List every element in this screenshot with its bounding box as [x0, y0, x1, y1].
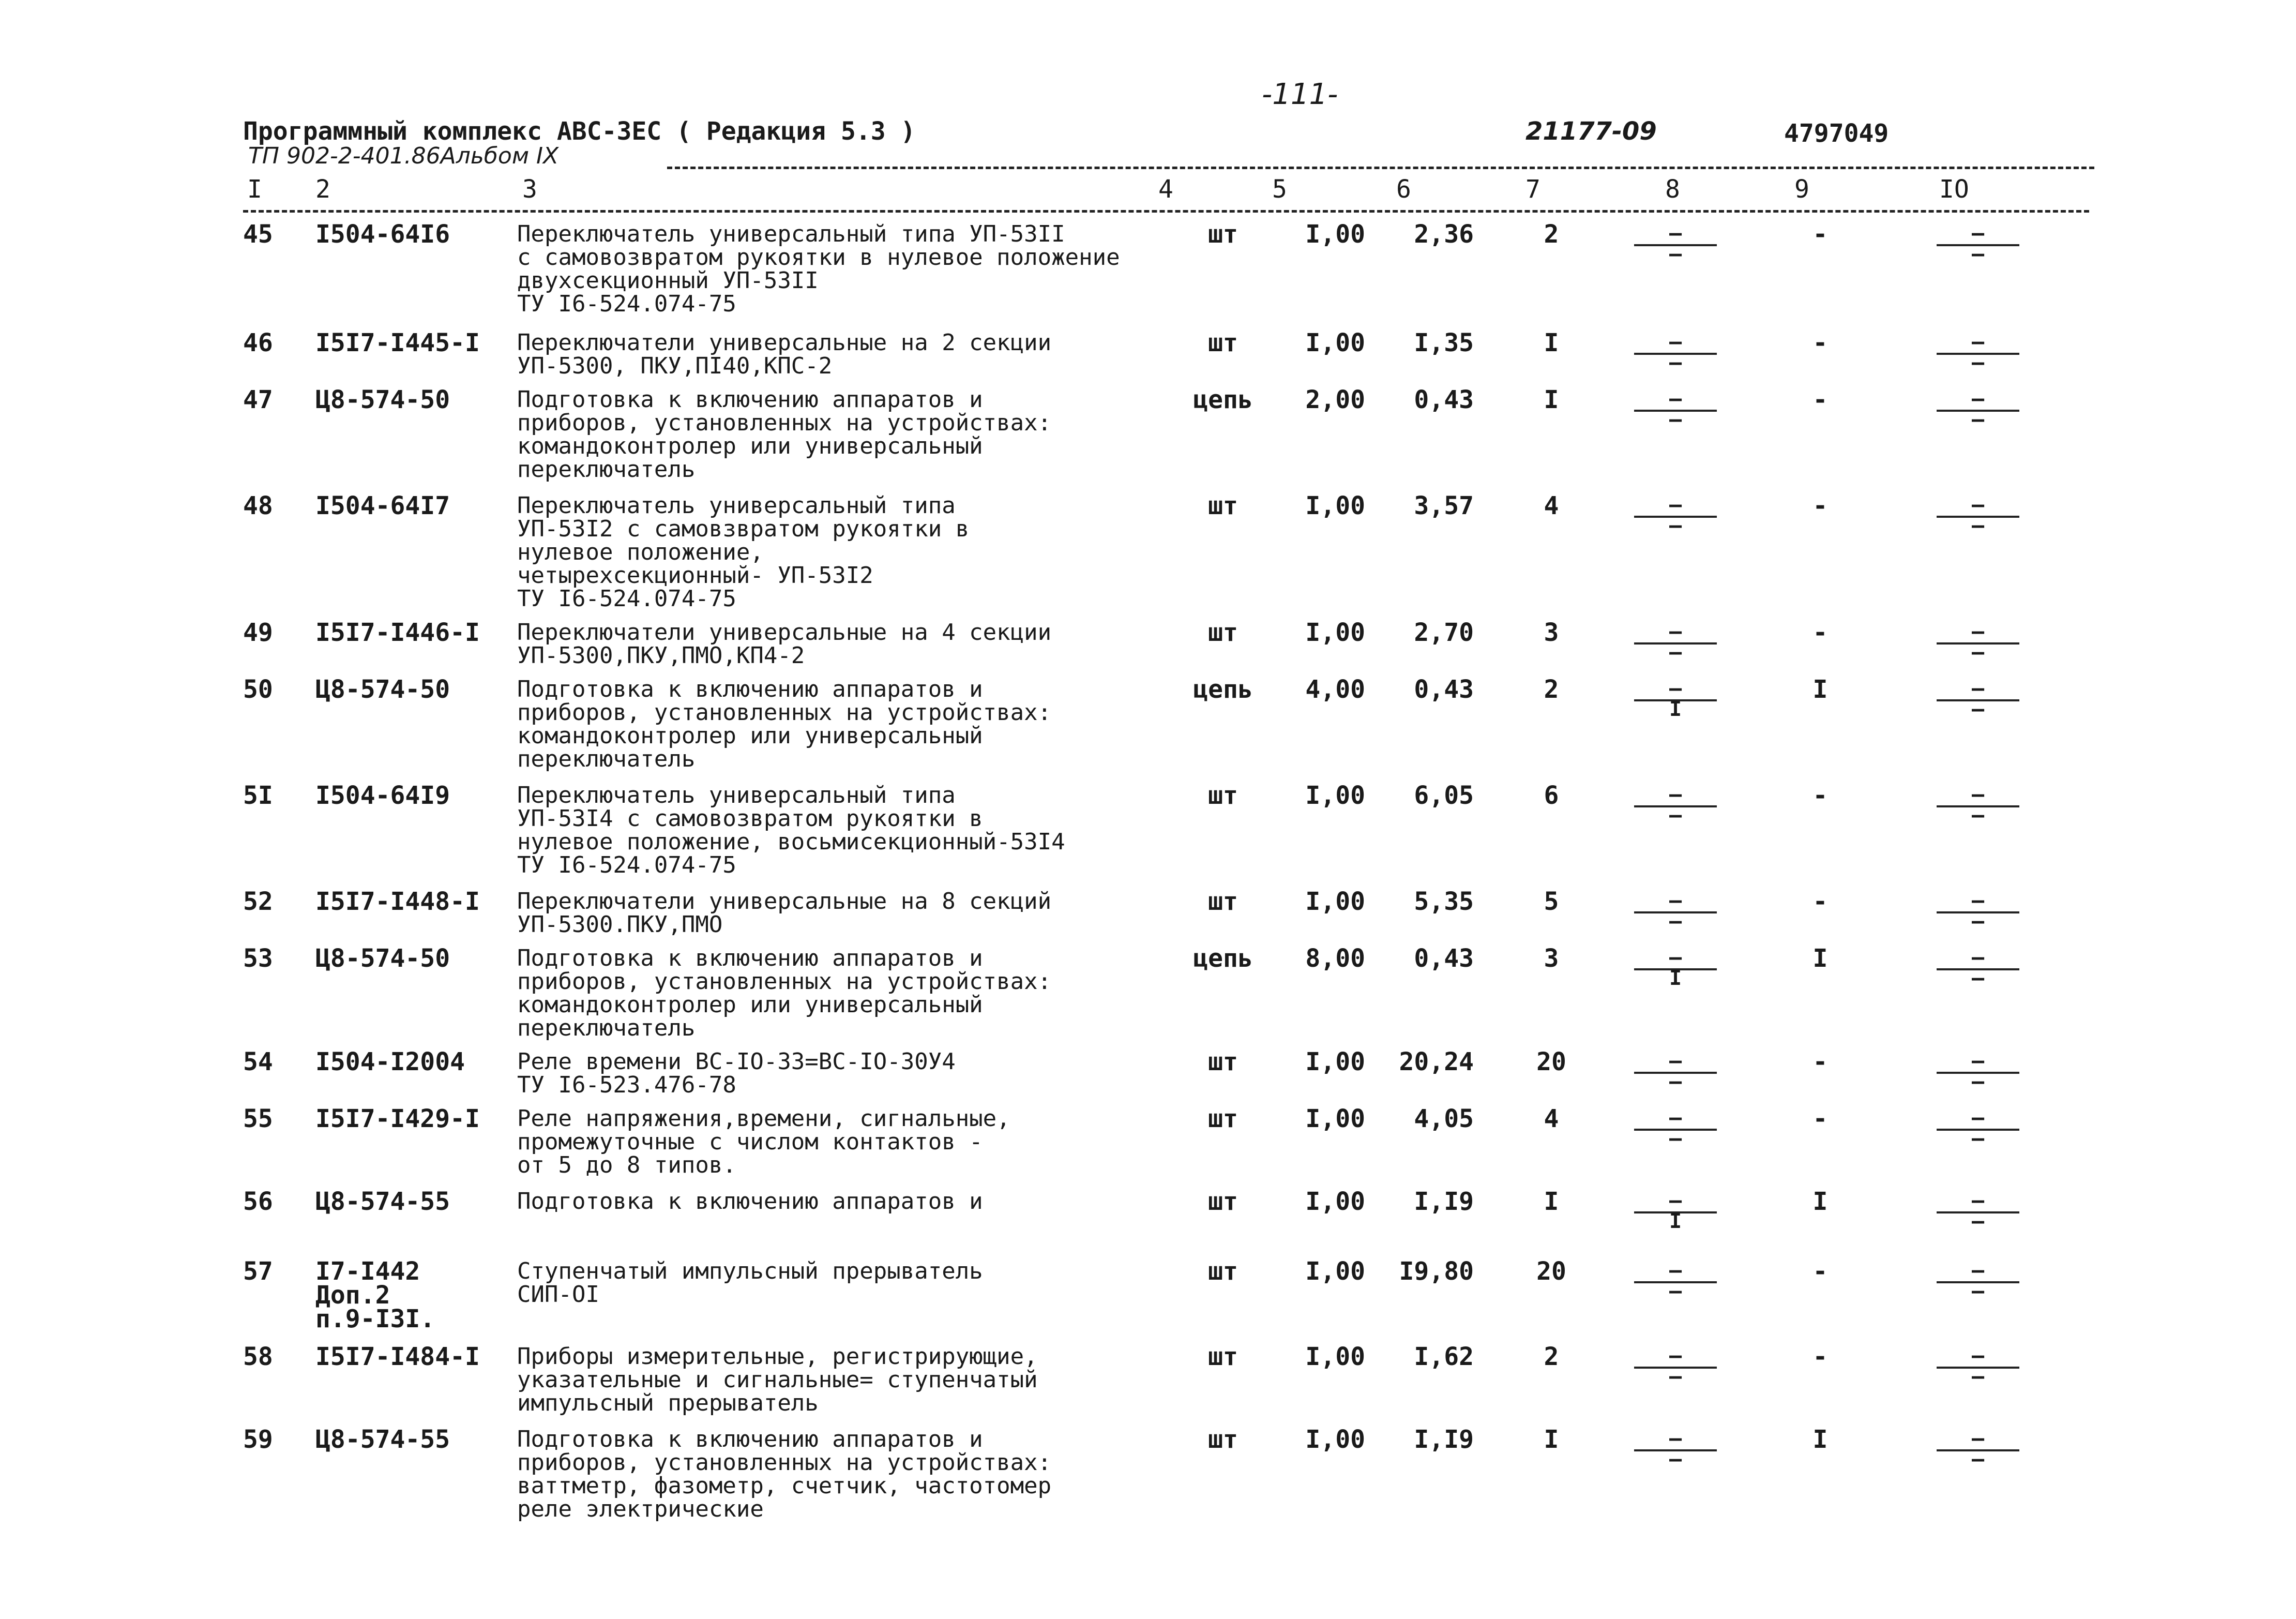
- description-line: Подготовка к включению аппаратов и: [517, 1188, 983, 1215]
- item-code-line: Доп.2: [315, 1281, 390, 1310]
- description-line: УП-5300.ПКУ,ПМО: [517, 911, 723, 938]
- col-10-fraction-denominator: –: [1971, 514, 1985, 537]
- col-8-fraction-numerator: –: [1669, 1049, 1682, 1073]
- col-9-value: -: [1812, 220, 1828, 249]
- col-10-fraction: [1937, 331, 2019, 388]
- description-line: приборов, установленных на устройствах:: [517, 410, 1052, 436]
- item-code-line: I5I7-I484-I: [315, 1342, 480, 1371]
- col-8-fraction-numerator: –: [1669, 1427, 1682, 1450]
- col-10-fraction: [1937, 1190, 2019, 1247]
- item-description: [517, 494, 969, 610]
- description-line: Переключатель универсальный типа УП-53II: [517, 221, 1065, 247]
- value: 3,57: [1414, 491, 1474, 520]
- col-10-fraction-denominator: –: [1971, 351, 1985, 374]
- description-line: нулевое положение,: [517, 539, 764, 565]
- col-8-fraction: [1634, 678, 1717, 734]
- item-description: [517, 388, 1051, 481]
- col-10-fraction: [1937, 1428, 2019, 1485]
- item-code-line: I504-64I9: [315, 781, 450, 810]
- col-10-fraction-numerator: –: [1971, 1344, 1985, 1368]
- quantity: I,00: [1305, 328, 1365, 357]
- col-10-fraction-numerator: –: [1971, 783, 1985, 806]
- description-line: Переключатели универсальные на 2 секции: [517, 329, 1052, 356]
- col-10-fraction-denominator: –: [1971, 242, 1985, 266]
- row-number: 49: [243, 618, 273, 647]
- item-code: [315, 385, 450, 414]
- item-code-line: I5I7-I429-I: [315, 1104, 480, 1133]
- col-10-fraction-numerator: –: [1971, 493, 1985, 517]
- item-description: [517, 1260, 983, 1306]
- value: 0,43: [1414, 675, 1474, 704]
- value: 4,05: [1414, 1104, 1474, 1133]
- col-10-fraction-numerator: –: [1971, 889, 1985, 912]
- unit: цепь: [1193, 944, 1253, 973]
- col-7-value: 2: [1544, 1342, 1559, 1371]
- col-9-value: -: [1812, 887, 1828, 916]
- value: 20,24: [1399, 1047, 1474, 1076]
- item-description: [517, 678, 1051, 771]
- col-header-10: IO: [1939, 175, 1969, 204]
- col-header-7: 7: [1525, 175, 1540, 204]
- quantity: I,00: [1305, 220, 1365, 249]
- col-7-value: I: [1544, 1187, 1559, 1216]
- item-description: [517, 1345, 1038, 1415]
- description-line: нулевое положение, восьмисекционный-53I4: [517, 829, 1065, 855]
- col-8-fraction-numerator: –: [1669, 221, 1682, 245]
- col-10-fraction-denominator: –: [1971, 1365, 1985, 1388]
- item-code: [315, 220, 450, 249]
- header-top-rule: [667, 167, 2094, 169]
- item-code: [315, 781, 450, 810]
- col-8-fraction: [1634, 621, 1717, 678]
- unit: шт: [1208, 1425, 1238, 1454]
- row-number: 57: [243, 1257, 273, 1286]
- col-8-fraction-numerator: –: [1669, 889, 1682, 912]
- col-10-fraction-numerator: –: [1971, 620, 1985, 643]
- item-description: [517, 1428, 1051, 1521]
- col-8-fraction-numerator: –: [1669, 620, 1682, 643]
- description-line: от 5 до 8 типов.: [517, 1152, 736, 1178]
- col-7-value: 3: [1544, 618, 1559, 647]
- description-line: командоконтролер или универсальный: [517, 992, 983, 1018]
- value: 2,36: [1414, 220, 1474, 249]
- description-line: приборов, установленных на устройствах:: [517, 699, 1052, 726]
- description-line: переключатель: [517, 1015, 696, 1041]
- col-9-value: -: [1812, 385, 1828, 414]
- description-line: ТУ I6-524.074-75: [517, 586, 736, 612]
- item-description: [517, 784, 1065, 877]
- item-description: [517, 1107, 1010, 1177]
- col-7-value: 4: [1544, 1104, 1559, 1133]
- value: 5,35: [1414, 887, 1474, 916]
- unit: шт: [1208, 491, 1238, 520]
- item-code: [315, 491, 450, 520]
- description-line: Подготовка к включению аппаратов и: [517, 1426, 983, 1452]
- value: I,I9: [1414, 1425, 1474, 1454]
- item-code: [315, 944, 450, 973]
- col-10-fraction-denominator: –: [1971, 640, 1985, 664]
- col-8-fraction: [1634, 1345, 1717, 1402]
- col-9-value: -: [1812, 491, 1828, 520]
- description-line: переключатель: [517, 746, 696, 772]
- item-code: [315, 1104, 480, 1133]
- description-line: УП-5300,ПКУ,ПМО,КП4-2: [517, 642, 805, 669]
- description-line: приборов, установленных на устройствах:: [517, 968, 1052, 995]
- col-7-value: 5: [1544, 887, 1559, 916]
- item-code: [315, 1425, 450, 1454]
- description-line: реле электрические: [517, 1496, 764, 1522]
- col-7-value: I: [1544, 328, 1559, 357]
- col-8-fraction: [1634, 1428, 1717, 1485]
- col-9-value: -: [1812, 618, 1828, 647]
- description-line: Подготовка к включению аппаратов и: [517, 676, 983, 702]
- unit: шт: [1208, 781, 1238, 810]
- item-description: [517, 222, 1120, 316]
- col-10-fraction-denominator: –: [1971, 966, 1985, 990]
- col-7-value: 2: [1544, 675, 1559, 704]
- item-description: [517, 1190, 983, 1213]
- page-number: -111-: [1262, 78, 1338, 111]
- col-10-fraction: [1937, 678, 2019, 734]
- col-10-fraction: [1937, 1345, 2019, 1402]
- col-8-fraction-denominator: –: [1669, 514, 1682, 537]
- col-10-fraction: [1937, 1260, 2019, 1316]
- col-9-value: I: [1812, 675, 1828, 704]
- description-line: СИП-OI: [517, 1281, 599, 1308]
- item-code-line: I5I7-I445-I: [315, 328, 480, 357]
- col-8-fraction-denominator: –: [1669, 1447, 1682, 1471]
- description-line: Ступенчатый импульсный прерыватель: [517, 1258, 983, 1284]
- description-line: Переключатель универсальный типа: [517, 492, 956, 519]
- col-8-fraction: [1634, 1260, 1717, 1316]
- row-number: 53: [243, 944, 273, 973]
- col-10-fraction: [1937, 947, 2019, 1003]
- unit: шт: [1208, 1104, 1238, 1133]
- col-10-fraction-numerator: –: [1971, 946, 1985, 969]
- unit: шт: [1208, 1047, 1238, 1076]
- row-number: 50: [243, 675, 273, 704]
- description-line: Переключатели универсальные на 4 секции: [517, 619, 1052, 646]
- col-9-value: -: [1812, 781, 1828, 810]
- col-10-fraction-numerator: –: [1971, 330, 1985, 354]
- quantity: 8,00: [1305, 944, 1365, 973]
- col-8-fraction-numerator: –: [1669, 387, 1682, 411]
- item-code: [315, 675, 450, 704]
- description-line: четырехсекционный- УП-53I2: [517, 562, 873, 589]
- col-10-fraction-numerator: –: [1971, 221, 1985, 245]
- description-line: Подготовка к включению аппаратов и: [517, 386, 983, 413]
- unit: шт: [1208, 887, 1238, 916]
- description-line: Реле напряжения,времени, сигнальные,: [517, 1105, 1010, 1132]
- col-10-fraction-numerator: –: [1971, 1258, 1985, 1282]
- row-number: 54: [243, 1047, 273, 1076]
- item-code-line: Ц8-574-55: [315, 1425, 450, 1454]
- col-8-fraction-numerator: –: [1669, 1344, 1682, 1368]
- col-9-value: I: [1812, 1425, 1828, 1454]
- row-number: 58: [243, 1342, 273, 1371]
- quantity: I,00: [1305, 781, 1365, 810]
- col-8-fraction-numerator: –: [1669, 1106, 1682, 1130]
- col-8-fraction: [1634, 222, 1717, 279]
- item-code-line: Ц8-574-55: [315, 1187, 450, 1216]
- description-line: приборов, установленных на устройствах:: [517, 1449, 1052, 1476]
- description-line: промежуточные с числом контактов -: [517, 1129, 983, 1155]
- unit: шт: [1208, 1187, 1238, 1216]
- col-8-fraction: [1634, 494, 1717, 551]
- col-8-fraction: [1634, 331, 1717, 388]
- description-line: Реле времени ВС-IO-33=ВС-IO-30У4: [517, 1048, 956, 1075]
- description-line: указательные и сигнальные= ступенчатый: [517, 1367, 1038, 1393]
- row-number: 47: [243, 385, 273, 414]
- col-10-fraction-denominator: –: [1971, 1279, 1985, 1303]
- item-code-line: I5I7-I446-I: [315, 618, 480, 647]
- item-description: [517, 331, 1051, 378]
- col-8-fraction-denominator: I: [1669, 697, 1682, 721]
- item-code: [315, 1187, 450, 1216]
- col-8-fraction-numerator: –: [1669, 946, 1682, 969]
- col-8-fraction-denominator: –: [1669, 1127, 1682, 1150]
- col-8-fraction: [1634, 1107, 1717, 1164]
- item-code-line: Ц8-574-50: [315, 675, 450, 704]
- value: I9,80: [1399, 1257, 1474, 1286]
- col-10-fraction-denominator: –: [1971, 803, 1985, 827]
- description-line: импульсный прерыватель: [517, 1390, 819, 1416]
- item-description: [517, 621, 1051, 667]
- description-line: УП-53I2 с самовзвратом рукоятки в: [517, 516, 970, 542]
- col-7-value: I: [1544, 1425, 1559, 1454]
- col-7-value: 6: [1544, 781, 1559, 810]
- col-10-fraction-numerator: –: [1971, 1106, 1985, 1130]
- unit: шт: [1208, 328, 1238, 357]
- col-8-fraction-numerator: –: [1669, 330, 1682, 354]
- col-8-fraction: [1634, 1050, 1717, 1107]
- description-line: ТУ I6-523.476-78: [517, 1072, 736, 1098]
- col-10-fraction-numerator: –: [1971, 1049, 1985, 1073]
- col-9-value: -: [1812, 1047, 1828, 1076]
- quantity: I,00: [1305, 1104, 1365, 1133]
- description-line: командоконтролер или универсальный: [517, 723, 983, 749]
- item-code-line: п.9-I3I.: [315, 1305, 435, 1333]
- description-line: УП-53I4 с самовозвратом рукоятки в: [517, 805, 983, 832]
- col-7-value: I: [1544, 385, 1559, 414]
- col-8-fraction-denominator: –: [1669, 909, 1682, 933]
- row-number: 55: [243, 1104, 273, 1133]
- description-line: ваттметр, фазометр, счетчик, частотомер: [517, 1473, 1052, 1499]
- col-7-value: 2: [1544, 220, 1559, 249]
- item-code: [315, 618, 480, 647]
- col-10-fraction-numerator: –: [1971, 387, 1985, 411]
- unit: шт: [1208, 220, 1238, 249]
- row-number: 5I: [243, 781, 273, 810]
- col-10-fraction: [1937, 222, 2019, 279]
- col-7-value: 20: [1536, 1257, 1566, 1286]
- col-10-fraction-denominator: –: [1971, 1127, 1985, 1150]
- quantity: I,00: [1305, 1342, 1365, 1371]
- program-title: Программный комплекс АВС-ЗЕС ( Редакция 5.3 ): [243, 117, 916, 146]
- quantity: I,00: [1305, 887, 1365, 916]
- quantity: I,00: [1305, 1257, 1365, 1286]
- value: I,35: [1414, 328, 1474, 357]
- item-code-line: I5I7-I448-I: [315, 887, 480, 916]
- quantity: I,00: [1305, 1187, 1365, 1216]
- project-ref: ТП 902-2-401.86Альбом IX: [248, 143, 559, 169]
- value: 6,05: [1414, 781, 1474, 810]
- col-10-fraction-numerator: –: [1971, 1189, 1985, 1212]
- value: 2,70: [1414, 618, 1474, 647]
- description-line: УП-5300, ПКУ,ПI40,КПС-2: [517, 353, 833, 379]
- col-10-fraction: [1937, 494, 2019, 551]
- row-number: 48: [243, 491, 273, 520]
- item-description: [517, 890, 1051, 936]
- quantity: I,00: [1305, 491, 1365, 520]
- col-10-fraction-denominator: –: [1971, 1447, 1985, 1471]
- col-8-fraction-denominator: I: [1669, 966, 1682, 990]
- col-8-fraction-denominator: –: [1669, 1279, 1682, 1303]
- item-code: [315, 1047, 465, 1076]
- col-9-value: -: [1812, 328, 1828, 357]
- col-10-fraction: [1937, 1107, 2019, 1164]
- unit: шт: [1208, 618, 1238, 647]
- value: I,I9: [1414, 1187, 1474, 1216]
- item-code: [315, 1257, 435, 1333]
- col-10-fraction-numerator: –: [1971, 677, 1985, 700]
- col-8-fraction: [1634, 1190, 1717, 1247]
- col-9-value: I: [1812, 944, 1828, 973]
- col-8-fraction-numerator: –: [1669, 1258, 1682, 1282]
- col-10-fraction-denominator: –: [1971, 408, 1985, 431]
- col-10-fraction: [1937, 388, 2019, 445]
- description-line: Приборы измерительные, регистрирующие,: [517, 1343, 1038, 1370]
- col-10-fraction-denominator: –: [1971, 697, 1985, 721]
- item-code-line: I504-64I7: [315, 491, 450, 520]
- col-8-fraction-numerator: –: [1669, 1189, 1682, 1212]
- col-9-value: -: [1812, 1104, 1828, 1133]
- description-line: Переключатель универсальный типа: [517, 782, 956, 808]
- col-8-fraction-denominator: –: [1669, 351, 1682, 374]
- item-code-line: I504-64I6: [315, 220, 450, 249]
- col-8-fraction-denominator: –: [1669, 640, 1682, 664]
- description-line: ТУ I6-524.074-75: [517, 291, 736, 317]
- col-8-fraction-denominator: –: [1669, 408, 1682, 431]
- col-10-fraction-denominator: –: [1971, 1070, 1985, 1093]
- item-code: [315, 328, 480, 357]
- item-code: [315, 1342, 480, 1371]
- col-10-fraction-denominator: –: [1971, 1209, 1985, 1233]
- col-header-6: 6: [1396, 175, 1411, 204]
- col-8-fraction-numerator: –: [1669, 677, 1682, 700]
- item-description: [517, 1050, 956, 1097]
- col-8-fraction-denominator: –: [1669, 1070, 1682, 1093]
- col-header-9: 9: [1794, 175, 1809, 204]
- value: I,62: [1414, 1342, 1474, 1371]
- col-8-fraction: [1634, 947, 1717, 1003]
- col-8-fraction-denominator: I: [1669, 1209, 1682, 1233]
- quantity: I,00: [1305, 1425, 1365, 1454]
- doc-number: 4797049: [1784, 119, 1889, 148]
- col-7-value: 20: [1536, 1047, 1566, 1076]
- header-bottom-rule: [243, 210, 2089, 213]
- quantity: I,00: [1305, 618, 1365, 647]
- row-number: 59: [243, 1425, 273, 1454]
- col-8-fraction: [1634, 890, 1717, 947]
- row-number: 46: [243, 328, 273, 357]
- description-line: двухсекционный УП-53II: [517, 267, 819, 294]
- quantity: 2,00: [1305, 385, 1365, 414]
- unit: цепь: [1193, 385, 1253, 414]
- col-10-fraction: [1937, 621, 2019, 678]
- col-8-fraction-denominator: –: [1669, 1365, 1682, 1388]
- col-8-fraction-denominator: –: [1669, 803, 1682, 827]
- item-code-line: I7-I442: [315, 1257, 420, 1286]
- description-line: с самовозвратом рукоятки в нулевое положение: [517, 244, 1120, 271]
- col-8-fraction: [1634, 388, 1717, 445]
- doc-code: 21177-09: [1525, 117, 1657, 146]
- row-number: 45: [243, 220, 273, 249]
- col-8-fraction-numerator: –: [1669, 783, 1682, 806]
- unit: шт: [1208, 1257, 1238, 1286]
- value: 0,43: [1414, 944, 1474, 973]
- col-9-value: -: [1812, 1342, 1828, 1371]
- col-header-2: 2: [315, 175, 330, 204]
- col-10-fraction: [1937, 784, 2019, 841]
- description-line: Подготовка к включению аппаратов и: [517, 945, 983, 971]
- col-9-value: -: [1812, 1257, 1828, 1286]
- col-8-fraction-numerator: –: [1669, 493, 1682, 517]
- description-line: командоконтролер или универсальный: [517, 433, 983, 459]
- col-10-fraction-denominator: –: [1971, 909, 1985, 933]
- col-8-fraction-denominator: –: [1669, 242, 1682, 266]
- col-10-fraction: [1937, 1050, 2019, 1107]
- item-description: [517, 947, 1051, 1040]
- col-8-fraction: [1634, 784, 1717, 841]
- col-7-value: 3: [1544, 944, 1559, 973]
- item-code-line: Ц8-574-50: [315, 385, 450, 414]
- item-code: [315, 887, 480, 916]
- col-header-4: 4: [1158, 175, 1173, 204]
- col-header-1: I: [247, 175, 262, 204]
- item-code-line: I504-I2004: [315, 1047, 465, 1076]
- col-9-value: I: [1812, 1187, 1828, 1216]
- col-10-fraction-numerator: –: [1971, 1427, 1985, 1450]
- quantity: I,00: [1305, 1047, 1365, 1076]
- unit: шт: [1208, 1342, 1238, 1371]
- description-line: переключатель: [517, 456, 696, 483]
- description-line: ТУ I6-524.074-75: [517, 852, 736, 878]
- item-code-line: Ц8-574-50: [315, 944, 450, 973]
- col-10-fraction: [1937, 890, 2019, 947]
- col-header-3: 3: [522, 175, 537, 204]
- description-line: Переключатели универсальные на 8 секций: [517, 888, 1052, 915]
- value: 0,43: [1414, 385, 1474, 414]
- unit: цепь: [1193, 675, 1253, 704]
- col-7-value: 4: [1544, 491, 1559, 520]
- row-number: 56: [243, 1187, 273, 1216]
- quantity: 4,00: [1305, 675, 1365, 704]
- col-header-8: 8: [1665, 175, 1680, 204]
- col-header-5: 5: [1272, 175, 1287, 204]
- row-number: 52: [243, 887, 273, 916]
